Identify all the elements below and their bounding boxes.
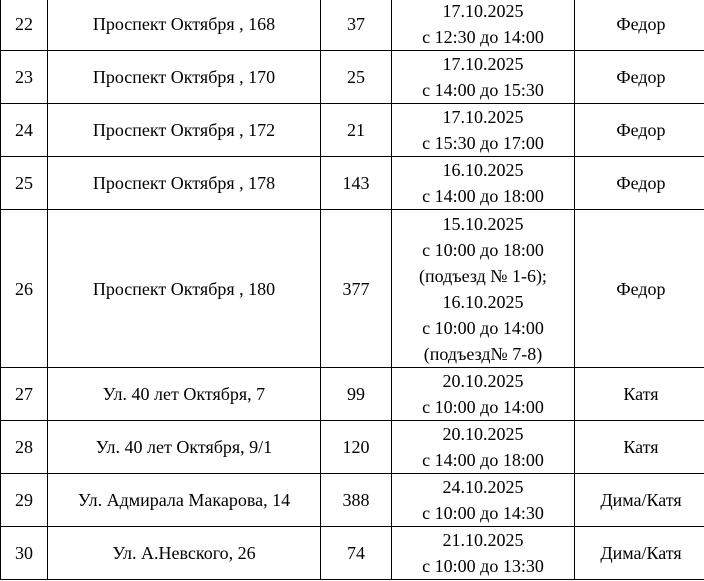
- address-cell: Проспект Октября , 172: [48, 104, 321, 157]
- responsible-person: Федор: [575, 0, 704, 51]
- time-line: с 10:00 до 14:00: [422, 317, 544, 338]
- address-cell: Ул. Адмирала Макарова, 14: [48, 474, 321, 527]
- table-row: [1, 51, 704, 104]
- entrance-note: (подъезд № 1-6);: [419, 265, 547, 286]
- address-cell: Ул. 40 лет Октября, 7: [48, 368, 321, 421]
- address-cell: Проспект Октября , 180: [48, 210, 321, 368]
- responsible-person: Федор: [575, 210, 704, 368]
- date-line: 21.10.2025: [442, 530, 524, 550]
- row-number: 26: [1, 210, 48, 368]
- row-number: 28: [1, 421, 48, 474]
- row-number: 29: [1, 474, 48, 527]
- responsible-person: Федор: [575, 104, 704, 157]
- date-line: 16.10.2025: [442, 160, 524, 180]
- date-time-cell: [392, 157, 575, 210]
- row-number: 27: [1, 368, 48, 421]
- address-cell: Ул. 40 лет Октября, 9/1: [48, 421, 321, 474]
- date-line: 20.10.2025: [442, 371, 524, 391]
- time-line: с 10:00 до 14:30: [422, 503, 544, 523]
- time-line: с 10:00 до 14:00: [422, 397, 544, 417]
- time-line: с 10:00 до 18:00: [422, 239, 544, 260]
- apartments-count: 377: [321, 210, 392, 368]
- date-time-cell: [392, 368, 575, 421]
- date-line: 17.10.2025: [442, 107, 524, 127]
- table-row: [1, 527, 704, 580]
- address-cell: Ул. А.Невского, 26: [48, 527, 321, 580]
- date-line: 15.10.2025: [442, 213, 524, 234]
- address-cell: Проспект Октября , 178: [48, 157, 321, 210]
- time-line: с 10:00 до 13:30: [422, 556, 544, 576]
- row-number: 23: [1, 51, 48, 104]
- date-time-cell: [392, 104, 575, 157]
- date-line: 24.10.2025: [442, 477, 524, 497]
- row-number: 22: [1, 0, 48, 51]
- table-row: [1, 0, 704, 51]
- table-row: [1, 104, 704, 157]
- row-number: 24: [1, 104, 48, 157]
- apartments-count: 120: [321, 421, 392, 474]
- responsible-person: Дима/Катя: [575, 474, 704, 527]
- entrance-note: (подъезд№ 7-8): [423, 343, 543, 364]
- apartments-count: 21: [321, 104, 392, 157]
- table-row: [1, 210, 704, 368]
- responsible-person: Дима/Катя: [575, 527, 704, 580]
- time-line: с 14:00 до 15:30: [422, 80, 544, 100]
- table-row: [1, 368, 704, 421]
- table-row: [1, 474, 704, 527]
- apartments-count: 37: [321, 0, 392, 51]
- apartments-count: 99: [321, 368, 392, 421]
- responsible-person: Катя: [575, 421, 704, 474]
- row-number: 30: [1, 527, 48, 580]
- date-line: 20.10.2025: [442, 424, 524, 444]
- responsible-person: Федор: [575, 51, 704, 104]
- date-time-cell: [392, 0, 575, 51]
- apartments-count: 143: [321, 157, 392, 210]
- row-number: 25: [1, 157, 48, 210]
- date-time-cell: [392, 421, 575, 474]
- time-line: с 12:30 до 14:00: [422, 27, 544, 47]
- time-line: с 14:00 до 18:00: [422, 450, 544, 470]
- date-line: 16.10.2025: [442, 291, 524, 312]
- table-row: [1, 157, 704, 210]
- address-cell: Проспект Октября , 170: [48, 51, 321, 104]
- address-cell: Проспект Октября , 168: [48, 0, 321, 51]
- date-time-cell: [392, 527, 575, 580]
- date-line: 17.10.2025: [442, 54, 524, 74]
- apartments-count: 74: [321, 527, 392, 580]
- table-row: [1, 421, 704, 474]
- time-line: с 14:00 до 18:00: [422, 186, 544, 206]
- date-time-cell: [392, 51, 575, 104]
- apartments-count: 25: [321, 51, 392, 104]
- apartments-count: 388: [321, 474, 392, 527]
- responsible-person: Катя: [575, 368, 704, 421]
- responsible-person: Федор: [575, 157, 704, 210]
- date-line: 17.10.2025: [442, 1, 524, 21]
- date-time-cell: [392, 474, 575, 527]
- date-time-cell: [392, 210, 575, 368]
- time-line: с 15:30 до 17:00: [422, 133, 544, 153]
